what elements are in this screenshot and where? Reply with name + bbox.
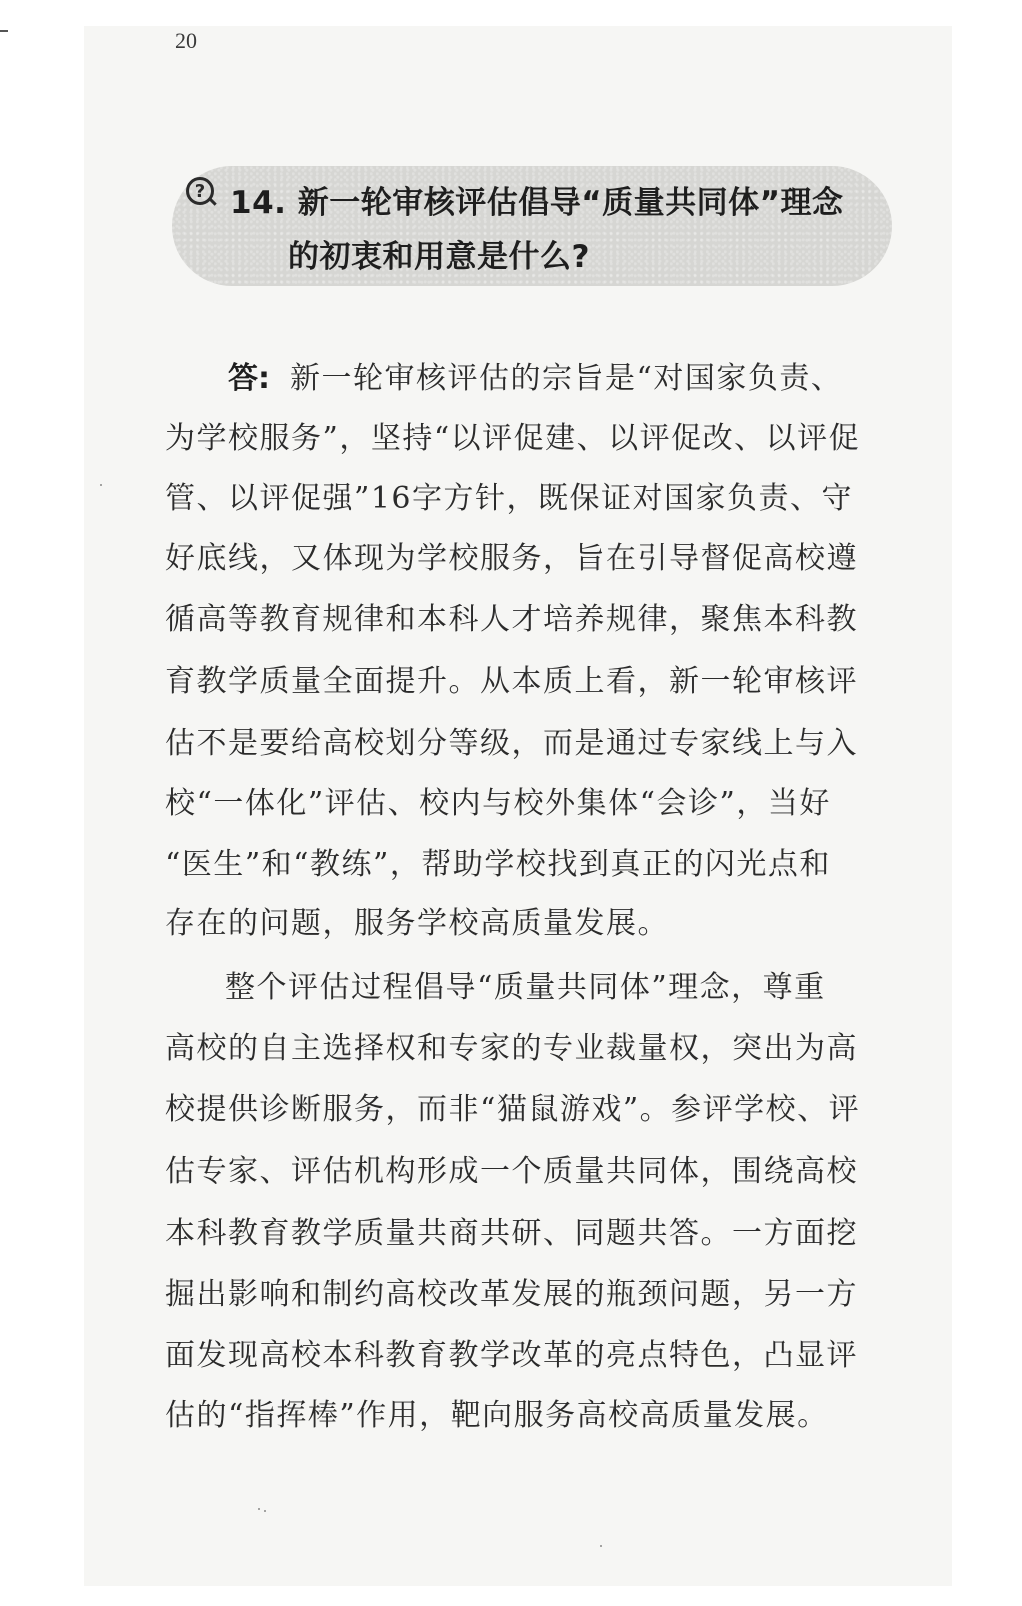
paragraph-2-line-1: 整个评估过程倡导“质量共同体”理念，尊重 [225,970,826,1005]
question-mark-icon: ? [186,177,214,205]
page-number: 20 [175,28,197,53]
paragraph-1-line-1: 新一轮审核评估的宗旨是“对国家负责、 [290,361,843,396]
question-title-line-1: 14. 新一轮审核评估倡导“质量共同体”理念 [230,185,844,221]
scan-mark [0,30,8,32]
paragraph-2-line-5: 本科教育教学质量共商共研、同题共答。一方面挖 [165,1216,858,1251]
paragraph-1-line-7: 估不是要给高校划分等级，而是通过专家线上与入 [165,726,858,761]
paragraph-1-line-3: 管、以评促强”16字方针，既保证对国家负责、守 [165,481,854,516]
scan-speck [264,1510,266,1512]
paragraph-1-line-8: 校“一体化”评估、校内与校外集体“会诊”，当好 [165,786,831,821]
paragraph-1-line-6: 育教学质量全面提升。从本质上看，新一轮审核评 [165,664,858,699]
paragraph-2-line-7: 面发现高校本科教育教学改革的亮点特色，凸显评 [165,1338,858,1373]
paragraph-2-line-3: 校提供诊断服务，而非“猫鼠游戏”。参评学校、评 [165,1092,861,1127]
paragraph-2-line-8: 估的“指挥棒”作用，靶向服务高校高质量发展。 [165,1398,829,1433]
question-title-line-2: 的初衷和用意是什么? [288,239,590,275]
paragraph-1-line-10: 存在的问题，服务学校高质量发展。 [165,906,669,941]
paragraph-1-line-9: “医生”和“教练”，帮助学校找到真正的闪光点和 [165,847,831,882]
paragraph-2-line-6: 掘出影响和制约高校改革发展的瓶颈问题，另一方 [165,1277,858,1312]
paragraph-1-line-2: 为学校服务”，坚持“以评促建、以评促改、以评促 [165,421,861,456]
scan-speck [258,1508,260,1510]
paragraph-1-line-5: 循高等教育规律和本科人才培养规律，聚焦本科教 [165,602,858,637]
scan-speck [100,484,102,486]
paragraph-1-line-4: 好底线，又体现为学校服务，旨在引导督促高校遵 [165,541,858,576]
answer-label: 答: [228,361,270,396]
paragraph-2-line-4: 估专家、评估机构形成一个质量共同体，围绕高校 [165,1154,858,1189]
paragraph-2-line-2: 高校的自主选择权和专家的专业裁量权，突出为高 [165,1031,858,1066]
scan-speck [600,1545,602,1547]
